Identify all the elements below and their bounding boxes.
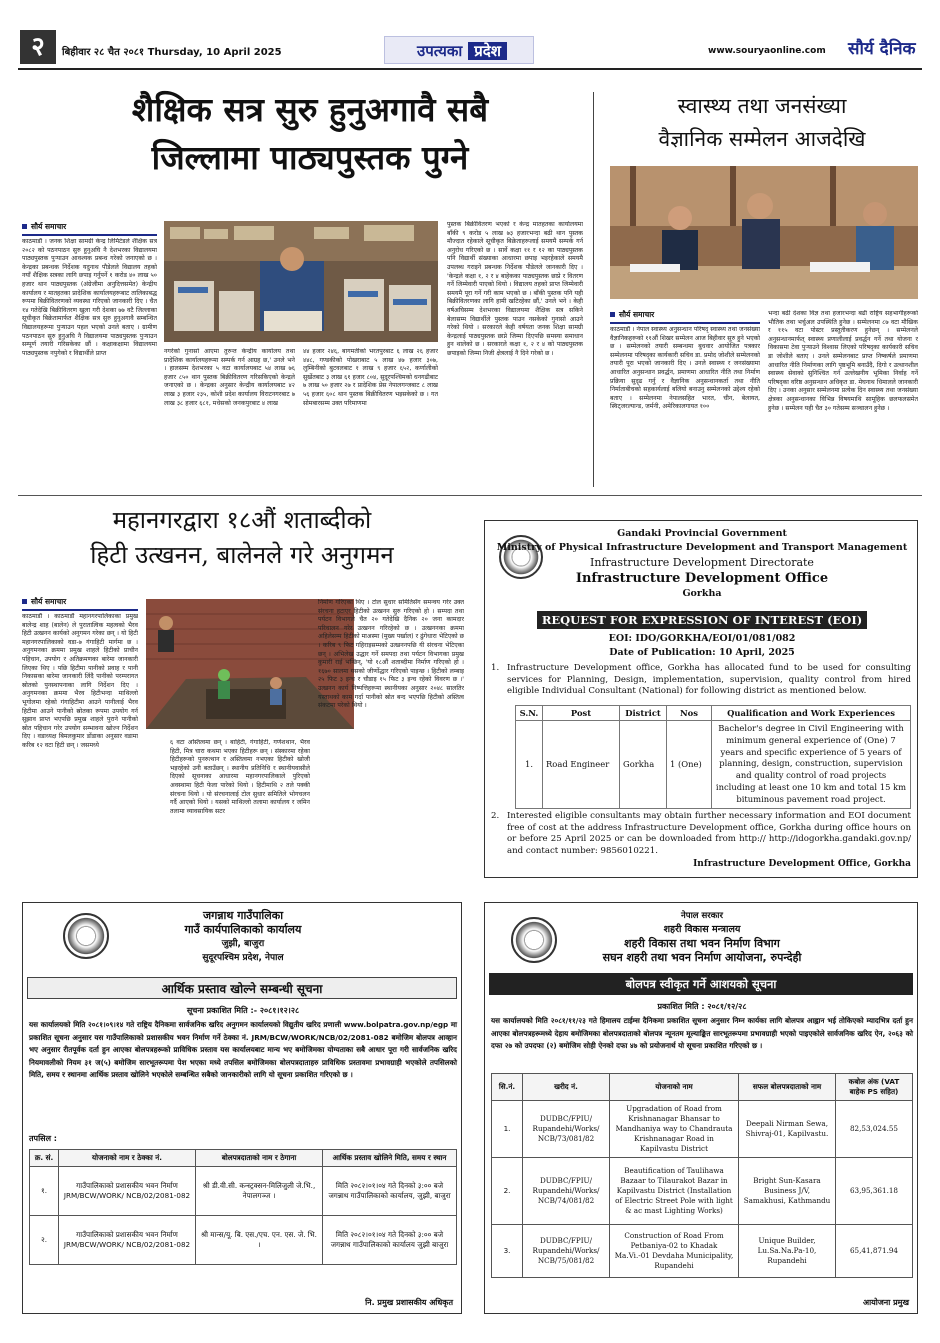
section-title-a: उपत्यका xyxy=(417,42,463,60)
notice1-th-scheme: योजनाको नाम र ठेक्का नं. xyxy=(59,1150,196,1167)
story2-headline-line2: वैज्ञानिक सम्मेलन आजदेखि xyxy=(658,127,866,151)
notice1-title: आर्थिक प्रस्ताव खोल्ने सम्बन्धी सूचना xyxy=(27,977,457,999)
notice1-th-sn: क्र. सं. xyxy=(30,1150,59,1167)
notice1-r2-sn: २. xyxy=(30,1216,59,1265)
eoi-cell-post: Road Engineer xyxy=(543,721,620,809)
story2-headline xyxy=(606,90,918,156)
story3-headline xyxy=(22,503,462,573)
notice1-r2-bidder: श्री मान्स/यू. बि. एस./एच. एन. एस. जे. भि. । xyxy=(196,1216,323,1265)
eoi-cell-qualification: Bachelor's degree in Civil Engineering with minimum general experience of (One) 7 years and specific experience of 5 years of planning, design, construction, supervision and quality control of road projects including at least one 10 km and total 15 km bituminous pavement road project. xyxy=(712,721,911,809)
notice2-r3-bidder: Unique Builder, Lu.Sa.Na.Pa-10, Rupandehi xyxy=(739,1225,836,1278)
eoi-th-district: District xyxy=(620,706,667,721)
notice2-r2-bidder: Bright Sun-Kasara Business J/V, Samakhusi, Kathmandu xyxy=(739,1158,836,1225)
notice1-tapasil: तपसिल : xyxy=(29,1134,57,1143)
story2-photo xyxy=(610,166,918,299)
eoi-th-sn: S.N. xyxy=(516,706,543,721)
notice2-th-proc: खरीद नं. xyxy=(523,1074,610,1101)
notice1-th-when: आर्थिक प्रस्ताव खोलिने मिति, समय र स्थान xyxy=(323,1150,457,1167)
website-url[interactable]: www.souryaonline.com xyxy=(708,46,826,56)
notice1-table-header xyxy=(30,1150,457,1167)
notice1-table xyxy=(29,1149,457,1265)
story1-headline-line2: जिल्लामा पाठ्यपुस्तक पुग्ने xyxy=(151,138,469,177)
financial-proposal-notice xyxy=(22,902,462,1314)
section-title-b: प्रदेश xyxy=(468,42,507,60)
notice1-org3: जुझी, बाजुरा xyxy=(221,939,265,949)
notice2-org3: शहरी विकास तथा भवन निर्माण विभाग xyxy=(624,937,780,950)
notice2-r2-amount: 63,95,361.18 xyxy=(836,1158,913,1225)
notice1-org2: गाउँ कार्यपालिकाको कार्यालय xyxy=(184,923,302,936)
story1-headline xyxy=(40,86,580,182)
notice2-org4: सघन शहरी तथा भवन निर्माण आयोजना, रुपन्देही xyxy=(602,951,802,964)
notice2-th-scheme: योजनाको नाम xyxy=(610,1074,739,1101)
notice2-r1-proc: DUDBC/FPIU/ Rupandehi/Works/ NCB/73/081/82 xyxy=(523,1101,610,1158)
table-row xyxy=(516,721,911,809)
dateline: बिहीवार २८ चैत २०८१ Thursday, 10 April 2025 xyxy=(62,47,282,58)
table-row xyxy=(492,1225,913,1278)
notice1-header xyxy=(23,909,463,965)
notice2-header xyxy=(485,909,919,965)
notice2-th-bidder: सफल बोलपत्रदाताको नाम xyxy=(739,1074,836,1101)
notice2-org2: शहरी विकास मन्त्रालय xyxy=(663,924,741,935)
notice1-org1: जगन्नाथ गाउँपालिका xyxy=(202,909,284,922)
story3-byline: सौर्य समाचार xyxy=(22,597,138,611)
notice1-r1-sn: १. xyxy=(30,1167,59,1216)
eoi-org2: Ministry of Physical Infrastructure Development and Transport Management xyxy=(496,542,908,553)
notice2-org1: नेपाल सरकार xyxy=(681,911,723,921)
notice2-r1-bidder: Deepali Nirman Sewa, Shivraj-01, Kapilvastu. xyxy=(739,1101,836,1158)
eoi-org4: Infrastructure Development Office xyxy=(575,571,829,586)
notice1-r2-when: मिति २०८२।०१।०४ गते दिनको ३:०० बजे जगन्नाथ गाउँपालिकाको कार्यालय जुझी बाजुरा xyxy=(323,1216,457,1265)
eoi-org1: Gandaki Provincial Government xyxy=(617,528,787,539)
notice2-r3-scheme: Construction of Road From Petbaniya-02 to Khadak Ma.Vi.-01 Devdaha Municipality, Rupandehi xyxy=(610,1225,739,1278)
eoi-banner: REQUEST FOR EXPRESSION OF INTEREST (EOI) xyxy=(537,611,867,629)
notice1-r2-scheme: गाउँपालिकाको प्रशासकीय भवन निर्माण JRM/BCW/WORK/ NCB/02/2081-082 xyxy=(59,1216,196,1265)
eoi-th-post: Post xyxy=(543,706,620,721)
notice1-r1-scheme: गाउँपालिकाको प्रशासकीय भवन निर्माण JRM/BCW/WORK/ NCB/02/2081-082 xyxy=(59,1167,196,1216)
notice1-body: यस कार्यालयको मिति २०८१।०९।१४ गते राष्ट्रिय दैनिकमा सार्वजनिक खरिद अनुगमन कार्यालयको विद्युतीय खरिद प्रणाली www.bolpatra.gov.np/egp मा प्रकाशित सूचना अनुसार यस गाउँपालिकाको प्रशासकीय भवन निर्माण गर्ने ठेक्का नं. JRM/BCW/WORK/NCB/02/2081-082 बमोजिम बोलपत्र आव्हान भए अनुसार रीतपूर्वक दर्ता हुन आएका बोलपत्रहरूको प्राविधिक प्रस्ताव यस कार्यालयबाट मान्य भए बमोजिमका योग्यताका सबै आधार पूरा गरी सार्वजनिक खरिद नियमावलीको नियम ३१ ज(५) बमोजिम सारभूतरूपमा पेश भएका मध्ये तपसिल बमोजिमका बोलपत्रदाताहरु प्राविधिक प्रस्तावमा प्रभावग्राही भएकोले तपसिलको मिति, समय र स्थानमा आर्थिक प्रस्ताव खोलिने भएकोले सम्बन्धित सबैको जानकारीको लागि यो सूचना प्रकाशित गरिएको छ । xyxy=(29,1020,457,1080)
story3-col1: काठमाडौं । काठमाडौं महानगरपालिकाका प्रमुख बालेन्द्र शाह (बालेन) ले पुरातात्विक महत्वको भैरव हिटी उत्खनन कार्यको अनुगमन गरेका छन् । यो हिटी महानगरपालिकाको वडा-७ गंगाहिटी मार्गमा छ । अनुगमनका क्रममा प्रमुख शाहले हिटीको प्राचीन पहिचान, उपयोग र अतिक्रमणका बारेमा जानकारी लिएका थिए । पछि हिटीमा पानीको प्रवाह र पानी निकासका बारेमा जानकारी लिंदै पानीको परम्परागत स्रोतको पुनस्थापनाका लागि निर्देशन दिए । अनुगमनका क्रममा भैरव हिटीभन्दा माथिल्लो भूगोलमा रहेको गंगाहिटीमा आउने पानीलाई भैरव हिटीमा आउने पानीको स्रोतका रूपमा उपयोग गर्न सुझाव प्राप्त भएपछि प्रमुख शाहले पुराने पानीको स्रोत पहिचान गरेर उपयोग सम्भावना खोज्न निर्देशन दिए । वडाध्यक्ष बिमलकुमार डोंडाका अनुसार वडामा करिब १२ वटा हिटी छन् । जसमध्ये xyxy=(22,613,138,749)
table-row xyxy=(30,1167,457,1216)
story2-headline-line1: स्वास्थ्य तथा जनसंख्या xyxy=(677,94,847,118)
page-number: २ xyxy=(20,30,56,64)
notice2-title: बोलपत्र स्वीकृत गर्ने आशयको सूचना xyxy=(489,973,913,995)
notice2-r3-proc: DUDBC/FPIU/ Rupandehi/Works/ NCB/75/081/82 xyxy=(523,1225,610,1278)
eoi-cell-nos: 1 (One) xyxy=(667,721,712,809)
eoi-org5: Gorkha xyxy=(682,588,722,599)
notice1-org4: सुदूरपश्चिम प्रदेश, नेपाल xyxy=(202,953,284,963)
notice1-r1-when: मिति २०८२।०१।०४ गते दिनको ३:०० बजे जगन्नाथ गाउँपालिकाको कार्यालय, जुझी, बाजुरा xyxy=(323,1167,457,1216)
story3-col2: ६ वटा अस्तित्वमा छन् । बाहिटी, गंगाहिटी, गणेशथान, भैरव हिटी, मित्र चारा कथमा भएका हिटीहरू छन् । संस्कारमा रहेका हिटीहरूको पुनरुत्थान र अस्तित्वमा नभएका हिटीको खोजी भइरहेको उनी बताउँछन् । स्थानीय प्रतिनिधि र स्थानीयवासीले दिएको सूचनाका आधारमा महानगरपालिकाले पुरिएको अवस्थामा हिटी फेला पारेको थियो । हिटीमाथि २ तले पक्की संरचना थियो । यो संरचनालाई टोल सुधार समितिले भोगचलन गर्दै आएको थियो । यसको माथिल्लो तलामा कार्यालय र जमिन तलामा व्यावसायिक सटर xyxy=(170,739,310,815)
notice2-table-header xyxy=(492,1074,913,1101)
story1-col1: काठमाडौं । जनक शिक्षा सामग्री केन्द्र लिमिटेडले शैक्षिक सत्र २०८२ को पठनपाठन सुरु हुनुअघि नै देशभरका विद्यालयमा पाठ्यपुस्तक पुऱ्याउन आवश्यक प्रबन्ध गरेको जनाएको छ । केन्द्रका प्रबन्धक निर्देशक यदुनाथ पौडेलले विद्यालय तहको नयाँ शैक्षिक सत्रका लागि छपाइ गर्नुपर्ने १ करोड ४० लाख ५० हजार थान पाठ्यपुस्तक (अंग्रेजीमा अनुदित्तसमेत) केन्द्रीय कार्यालय र मातहतका प्रादेशिक कार्यालयहरूबाट तालिकाबद्ध रूपमा बिक्रीवितरणको व्यवस्था गरिएको जानकारी दिए । चैत १४ गतेदेखि बिक्रीवितरण खुला गरी देशका ७७ वटै जिल्लाका सूचीकृत बिक्रेतामार्फत शैक्षिक सत्र सुरु हुनुअगावै सम्बन्धित विद्यालयहरूमा पुऱ्याउन पहल भएको उनले बताए । ग्रामीण पठनपाठन सुरु हुनुअघि नै विद्यालयमा पाठ्यपुस्तक पुऱ्याउन सम्पूर्ण तयारी गरिसकेका छौं । कक्षाकक्षामा विद्यालयमा पाठ्यपुस्तक नपुगेको र विद्यार्थीले प्राप्त xyxy=(22,238,157,357)
story1-col3: ४४ हजार २४६, बागमतीको भरतपुरबाट ६ लाख २६ हजार ४४८, गण्डकीको पोखराबाट ५ लाख ४७ हजार ३०७, लुम्बिनीको बुटवलबाट १ लाख ९ हजार ६५२, कर्णालीको सुर्खेतबाट ३ लाख ६१ हजार ८०४, सुदूरपश्चिमको धनगढीबाट ७ लाख ५० हजार २७ र प्रादेशिक प्रेस नेपालगन्जबाट ८ लाख ५६ हजार ६०८ थान पुस्तक बिक्रीवितरण भइसकेको छ । गत सोमबारसम्म उक्त परिमाणमा xyxy=(303,348,438,407)
notice1-signoff: नि. प्रमुख प्रशासकीय अधिकृत xyxy=(365,1298,453,1307)
notice2-body: यस कार्यालयको मिति २०८१/११/२३ गते हिमालय टाईम्स दैनिकमा प्रकाशित सूचना अनुसार निम्न कार्यका लागि बोलपत्र आह्वान भई तोकिएको म्यादभित्र दर्ता हुन आएका बोलपत्रहरूमध्ये देहाय बमोजिमका बोलपत्रदाताको बोलपत्र न्यूनतम मूल्याङ्कित सारभूतरूपमा प्रभावग्राही भएको पाइएकोले सार्वजनिक खरिद ऐन, २०६३ को दफा २७ को उपदफा (२) बमोजिम सोही ऐनको दफा ४७ को प्रयोजनार्थ यो सूचना प्रकाशित गरिएको छ । xyxy=(491,1016,913,1051)
notice2-signoff: आयोजना प्रमुख xyxy=(862,1298,909,1307)
bid-acceptance-notice xyxy=(484,902,918,1314)
column-divider xyxy=(593,92,594,487)
table-row xyxy=(492,1158,913,1225)
story1-col4: पुस्तक बिक्रीवितरण भएको र केन्द्र मातहतका कार्यालयमा बाँकी ९ करोड ५ लाख ७३ हजारभन्दा बढी थान पुस्तक मौज्दात रहेकाले सूचीकृत बिक्रेताहरूलाई समयमै सम्पर्क गर्न अनुरोध गरिएको छ । सार्वे कक्षा ११ र १२ का पाठ्यपुस्तक पनि विद्यार्थी संख्याका आधारमा छपाइ भइरहेकाले समयमै उपलब्ध गराइने प्रबन्धक निर्देशक पौडेलले जानकारी दिए । 'केन्द्रले कक्षा १, २ र ४ बाहेकका पाठ्यपुस्तक छाप्ने र वितरण गर्ने जिम्मेवारी पाएको थियो । विद्यालय तहको प्राप्त जिम्मेवारी समयमै पूरा गर्ने गरी काम भएको छ । बाँकी पुस्तक पनि यही बिक्रीवितरणका लागि हामी खटिरहेका छौं,' उनले भने । केही वर्षअघिसम्म देशभरका विद्यालयमा शैक्षिक सत्र सकिने बेलासम्म विद्यार्थीले पुस्तक पाउन नसकेको गुनासो आउने गरेको थियो । सरकारले केही वर्षयता जनक शिक्षा सामग्री केन्द्रलाई पाठ्यपुस्तक छाप्ने जिम्मा दिएपछि समस्या समाधान हुन थालेको छ । सरकारले कक्षा १, २ र ४ को पाठ्यपुस्तक छपाइको जिम्मा निजी क्षेत्रलाई नै दिने गरेको छ । xyxy=(447,221,583,357)
notice2-r1-sn: 1. xyxy=(492,1101,523,1158)
notice1-r1-bidder: श्री डी.वी.सी. कन्स्ट्रक्सन-मिलिजुली जे.भि., नेपालगञ्ज । xyxy=(196,1167,323,1216)
section-divider xyxy=(18,495,922,496)
eoi-notice xyxy=(484,520,918,878)
brand-logo: सौर्य दैनिक xyxy=(848,39,916,59)
eoi-number: EOI: IDO/GORKHA/EOI/01/081/082 xyxy=(608,633,796,644)
eoi-para1: Infrastructure Development office, Gorkha has allocated fund to be used for consulting services for Planning, Design, implementation, supervision, quality control from hired eligible Individual Consultant (National) for following district as mentioned below. xyxy=(507,663,911,696)
notice1-publication-date: सूचना प्रकाशित मिति :- २०८१।१२।२८ xyxy=(186,1006,300,1015)
masthead xyxy=(18,30,922,70)
notice2-r3-amount: 65,41,871.94 xyxy=(836,1225,913,1278)
notice2-th-amount: कबोल अंक (VAT बाहेक PS सहित) xyxy=(836,1074,913,1101)
story3-headline-line1: महानगरद्वारा १८औं शताब्दीको xyxy=(112,506,372,534)
story3-col3: निर्माण गरिएका थिए । टोल सुधार समितिसँग समन्वय गरेर उक्त संरचना हटाएर हिटीको उत्खनन सुरु गरिएको हो । सम्पदा तथा पर्यटन विभागले चैत २० गतेदेखि दैनिक २० जना कामदार परिचालन गरेर उत्खनन गरिरहेको छ । उत्खननका क्रममा अहिलेसम्म हिटीको माअस्मा (मुख्य पर्खाल) र ढुंगेधारा भेटिएको छ । करिब ९ फिट गहिराइसम्मको उत्खननपछि यी संरचना भेटिएका छन् । अभिलेख उद्धार गर्ने समपदा तथा पर्यटन विभागका प्रमुख कुमारी राई भन्छिन्, 'यो १८औं शताब्दीमा निर्माण गरिएको हो । १६७० सालमा यसको जीर्णोद्धार गरिएको पाइन्छ । हिटीको लम्बाइ २५ फिट ३ इन्च र चौडाइ १५ फिट ३ इन्च रहेको विवरण छ ।' उत्खनन कार्य निष्पत्तिहरूमा स्थानीयका अनुसार २०४८ सालतिर यस्ताथको काम गर्दा पानीको स्रोत बन्द भएपछि हिटीको अस्तित्व संकटमा परेको थियो । xyxy=(318,599,464,710)
notice2-r1-scheme: Upgradation of Road from Krishnanagar Bhansar to Mandhaniya way to Chandrauta Krishnanagar Road in Kapilvastu District xyxy=(610,1101,739,1158)
notice2-publication-date: प्रकाशित मिति : २०८१/१२/२८ xyxy=(657,1002,747,1011)
story2-col2: भन्दा बढी देशका विज्ञ तथा हजारभन्दा बढी राष्ट्रिय सहभागीहरूको भौतिक तथा भर्चुअल उपस्थिति हुनेछ । सम्मेलनमा ८७ वटा मौखिक र ११५ वटा पोस्टर प्रस्तुतीकरण हुनेछन् । सम्मेलनले अनुसन्धानमार्फत् स्वास्थ्य प्रणालीलाई प्रवर्द्धन गर्ने तथा योजना र विकासमा टेवा पुऱ्याउने विश्वास लिएको परिषद्का कार्यकारी सचिव डा जोशीले बताए । उनले सम्मेलनबाट प्राप्त निष्कर्षले प्रमाणमा आधारित नीति निर्माणका लागि पृष्ठभूमि बनाउँदै, दिगो र उत्थानशील स्वास्थ्य सेवाको सुनिश्चित गर्न उल्लेखनीय भूमिका निर्वाह गर्ने परिषद्का वरिष्ठ अनुसन्धान अधिकृत डा. मेघनाथ धिमालले जानकारी दिए । उनका अनुसार सम्मेलनमा प्रत्येक दिन स्वास्थ्य तथा जनसंख्या क्षेत्रका अनुसन्धानका विभिन्न विषयमाथि सामूहिक छलफलसमेत हुनेछ । सम्मेलन यही चैत ३० गतेसम्म सञ्चालन हुनेछ । xyxy=(768,310,918,412)
eoi-table-header xyxy=(516,706,911,721)
eoi-cell-sn: 1. xyxy=(516,721,543,809)
notice2-table xyxy=(491,1073,913,1278)
eoi-publication-date: Date of Publication: 10 April, 2025 xyxy=(609,647,795,658)
eoi-th-nos: Nos xyxy=(667,706,712,721)
eoi-th-qualification: Qualification and Work Experiences xyxy=(712,706,911,721)
eoi-signoff: Infrastructure Development Office, Gorkha xyxy=(693,859,911,869)
press-conference-photo-icon xyxy=(610,166,918,299)
eoi-org3: Infrastructure Development Directorate xyxy=(590,556,814,569)
table-row xyxy=(492,1101,913,1158)
eoi-cell-district: Gorkha xyxy=(620,721,667,809)
notice2-r2-scheme: Beautification of Taulihawa Bazaar to Tilaurakot Bazar in Kapilvastu District (Installation of Electric Street Pole with light & ac mast Lighting Works) xyxy=(610,1158,739,1225)
story1-photo xyxy=(164,221,438,342)
eoi-para2-number: 2. xyxy=(491,811,500,821)
story1-byline: सौर्य समाचार xyxy=(22,222,157,236)
notice2-r3-sn: 3. xyxy=(492,1225,523,1278)
story3-headline-line2: हिटी उत्खनन, बालेनले गरे अनुगमन xyxy=(90,541,394,569)
bookshop-photo-icon xyxy=(164,221,438,342)
eoi-para2: Interested eligible consultants may obtain further necessary information and EOI document free of cost at the address Infrastructure Development office, Gorkha during office hours on or before 25 April 2025 or can be downloaded from http:// http://idogorkha.gandaki.gov.np/ and contact number: 9856010221. xyxy=(507,811,911,856)
story1-col2: नगरेको गुनासो आएमा तुरुन्त केन्द्रीय कार्यालय तथा प्रादेशिक कार्यालयहरूमा सम्पर्क गर्न आग्रह छ,' उनले भने । हालसम्म देशभरका ५ वटा कार्यालयबाट ५४ लाख ७६ हजार ८५० थान पुस्तक बिक्रीवितरण गरिसकिएको केन्द्रले जनाएको छ । केन्द्रका अनुसार केन्द्रीय कार्यालयबाट ४२ लाख ३ हजार २३५, कोशी प्रदेश कार्यालय विराटनगरबाट ७ लाख ३८ हजार ६८१, मधेसको जनकपुरबाट ४ लाख xyxy=(164,348,295,407)
notice2-th-sn: सि.नं. xyxy=(492,1074,523,1101)
notice2-r2-sn: 2. xyxy=(492,1158,523,1225)
story1-headline-line1: शैक्षिक सत्र सुरु हुनुअगावै सबै xyxy=(131,90,489,129)
eoi-table xyxy=(515,705,911,809)
story2-byline: सौर्य समाचार xyxy=(610,310,760,324)
table-row xyxy=(30,1216,457,1265)
section-title xyxy=(384,36,534,64)
notice1-th-bidder: बोलपत्रदाताको नाम र ठेगाना xyxy=(196,1150,323,1167)
story2-col1: काठमाडौं । नेपाल स्वास्थ्य अनुसन्धान परिषद् स्वास्थ्य तथा जनसंख्या वैज्ञानिकहरूको ११औं शिखर सम्मेलन आज बिहीवार सुरु हुने भएको छ । सम्मेलनको तयारी सम्बन्धमा बुधवार आयोजित पत्रकार सम्मेलनमा परिषद्का कार्यकारी सचिव डा. प्रमोद जोशीले सम्मेलनको तयारी पूरा भएको जानकारी दिए । उनले स्वास्थ्य र जनसंख्यामा आधारित अनुसन्धान प्रवर्द्धन, प्रमाणमा आधारित नीति तथा निर्माण प्रक्रिया सुदृढ गर्नु र वैज्ञानिक अनुसन्धानकर्ता तथा नीति निर्माताबीचको सहकार्यलाई बलियो बनाउनु सम्मेलनको उद्देश्य रहेको बताए । सम्मेलनमा नेपालसहित भारत, चीन, बेलायत, स्विट्जरल्यान्ड, जर्मनी, अमेरिकालगायत १०० xyxy=(610,326,760,411)
eoi-header xyxy=(485,527,919,601)
notice2-r1-amount: 82,53,024.55 xyxy=(836,1101,913,1158)
notice2-r2-proc: DUDBC/FPIU/ Rupandehi/Works/ NCB/74/081/82 xyxy=(523,1158,610,1225)
eoi-para1-number: 1. xyxy=(491,663,500,673)
